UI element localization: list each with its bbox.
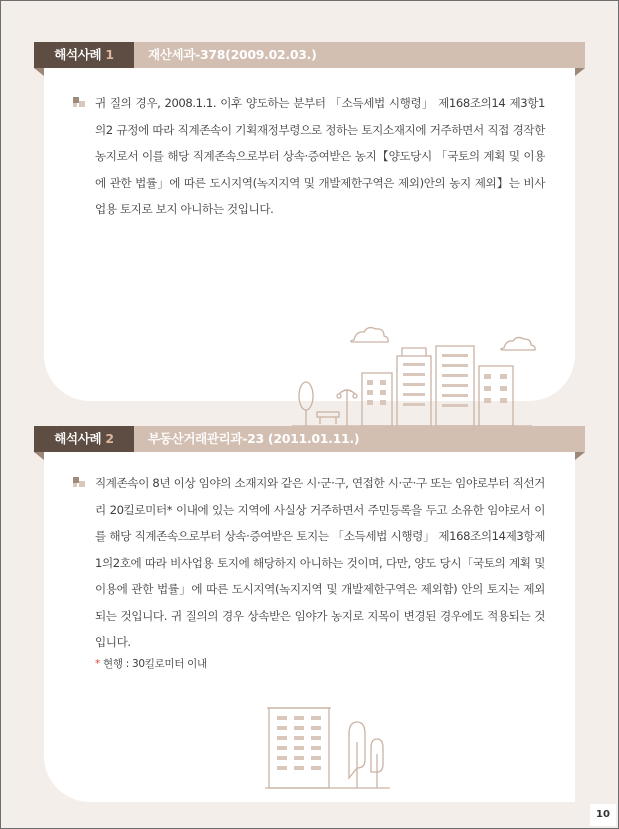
case-banner-2 bbox=[34, 426, 585, 452]
case-tag-2 bbox=[34, 426, 134, 452]
case-body-1: 귀 질의 경우, 2008.1.1. 이후 양도하는 분부터 「소득세법 시행령」 제168조의14 제3항1의2 규정에 따라 직계존속이 기획재정부령으로 정하는 토지소재지에 거주하면서 직접 경작한 농지로서 이를 해당 직계존속으로부터 상속·증여받은 농지【양도당시 「국토의 계획 및 이용에 관한 법률」에 따른 도시지역(녹지지역 및 개발제한구역은 제외)안의 농지 제외】는 비사업용 토지로 보지 아니하는 것입니다. bbox=[95, 96, 545, 216]
banner-fold-right bbox=[575, 68, 585, 76]
case-tag-number: 1 bbox=[105, 47, 114, 62]
footnote-star: * bbox=[95, 658, 100, 670]
footnote bbox=[95, 656, 207, 671]
tree-icon bbox=[299, 382, 313, 410]
footnote-text: 현행 : 30킬로미터 이내 bbox=[99, 658, 207, 670]
banner-fold-left bbox=[34, 68, 44, 76]
case-tag-label: 해석사례 bbox=[54, 47, 102, 62]
case-reference-1: 재산세과-378(2009.02.03.) bbox=[148, 47, 317, 62]
banner-fold-right bbox=[575, 452, 585, 460]
cloud-icon bbox=[501, 337, 535, 350]
bench-icon bbox=[317, 412, 339, 417]
case-tag-label: 해석사례 bbox=[54, 431, 102, 446]
case-reference-2: 부동산거래관리과-23 (2011.01.11.) bbox=[148, 431, 360, 446]
case-tag-number: 2 bbox=[105, 431, 114, 446]
banner-fold-left bbox=[34, 452, 44, 460]
bullet-icon bbox=[73, 97, 87, 107]
case-tag-1 bbox=[34, 42, 134, 68]
page-number: 10 bbox=[590, 804, 616, 826]
city-skyline-illustration bbox=[292, 318, 552, 428]
case-banner-1 bbox=[34, 42, 585, 68]
cloud-icon bbox=[351, 328, 388, 342]
building-trees-illustration bbox=[265, 702, 395, 792]
bullet-icon bbox=[73, 477, 87, 487]
case-body-2: 직계존속이 8년 이상 임야의 소재지와 같은 시·군·구, 연접한 시·군·구 또는 임야로부터 직선거리 20킬로미터* 이내에 있는 지역에 사실상 거주하면서 주민등록을 두고 소유한 임야로서 이를 해당 직계존속으로부터 상속·증여받은 토지는 「소득세법 시행령」 제168조의14제3항제1의2호에 따라 비사업용 토지에 해당하지 아니하는 것이며, 다만, 양도 당시「국토의 계획 및 이용에 관한 법률」에 따른 도시지역(녹지지역 및 개발제한구역은 제외함) 안의 토지는 제외되는 것입니다. 귀 질의의 경우 상속받은 임야가 농지로 지목이 변경된 경우에도 적용되는 것입니다. bbox=[95, 476, 545, 649]
